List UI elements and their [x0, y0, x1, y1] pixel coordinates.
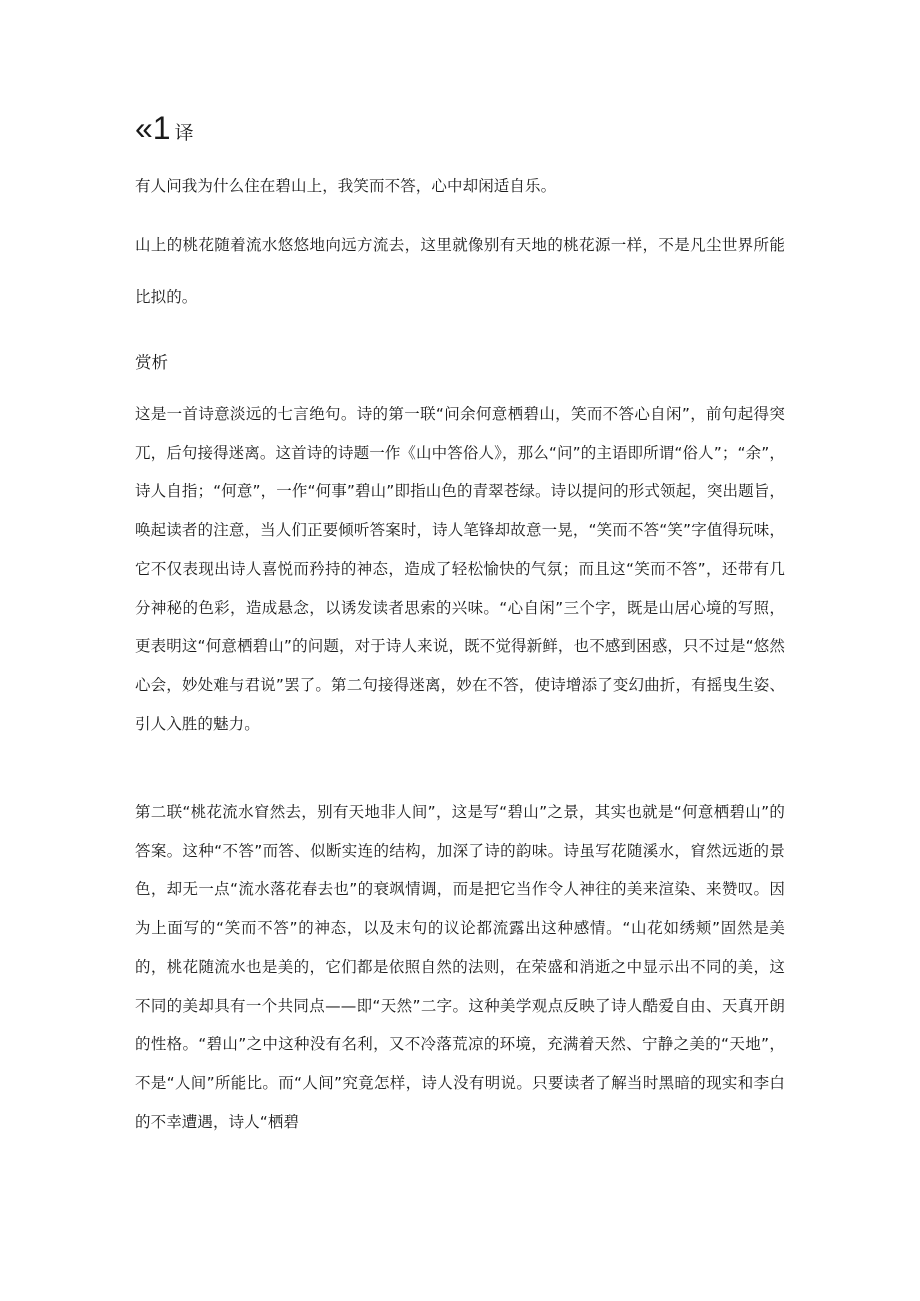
- heading-number: «1: [135, 110, 171, 146]
- heading-label: 译: [174, 122, 194, 144]
- appreciation-title: 赏析: [135, 353, 168, 372]
- appreciation-paragraph-2: 第二联“桃花流水窅然去，别有天地非人间”，这是写“碧山”之景，其实也就是“何意栖碧山”的答案。这种“不答”而答、似断实连的结构，加深了诗的韵味。诗虽写花随溪水，窅然远逝的景色，却无一点“流水落花春去也”的衰飒情调，而是把它当作令人神往的美来渲染、来赞叹。因为上面写的“笑而不答”的神态，以及末句的议论都流露出这种感情。“山花如绣颊”固然是美的，桃花随流水也是美的，它们都是依照自然的法则，在荣盛和消逝之中显示出不同的美，这不同的美却具有一个共同点——即“天然”二字。这种美学观点反映了诗人酷爱自由、天真开朗的性格。“碧山”之中这种没有名利，又不冷落荒凉的环境，充满着天然、宁静之美的“天地”，不是“人间”所能比。而“人间”究竟怎样，诗人没有明说。只要读者了解当时黑暗的现实和李白的不幸遭遇，诗人“栖碧: [135, 803, 785, 1131]
- appreciation-paragraph-1: 这是一首诗意淡远的七言绝句。诗的第一联“问余何意栖碧山，笑而不答心自闲”，前句起得突兀，后句接得迷离。这首诗的诗题一作《山中答俗人》，那么“问”的主语即所谓“俗人”；“余”，诗人自指；“何意”，一作“何事”碧山”即指山色的青翠苍绿。诗以提问的形式领起，突出题旨，唤起读者的注意，当人们正要倾听答案时，诗人笔锋却故意一晃，“笑而不答“笑”字值得玩味，它不仅表现出诗人喜悦而矜持的神态，造成了轻松愉快的气氛；而且这“笑而不答”，还带有几分神秘的色彩，造成悬念，以诱发读者思索的兴味。“心自闲”三个字，既是山居心境的写照，更表明这“何意栖碧山”的问题，对于诗人来说，既不觉得新鲜，也不感到困惑，只不过是“悠然心会，妙处难与君说”罢了。第二句接得迷离，妙在不答，使诗增添了变幻曲折，有摇曳生姿、引人入胜的魅力。: [135, 405, 785, 733]
- section-heading: [135, 108, 194, 154]
- translation-line-2: 山上的桃花随着流水悠悠地向远方流去，这里就像别有天地的桃花源一样，不是凡尘世界所能比拟的。: [135, 236, 785, 306]
- translation-line-1: 有人问我为什么住在碧山上，我笑而不答，心中却闲适自乐。: [135, 177, 557, 195]
